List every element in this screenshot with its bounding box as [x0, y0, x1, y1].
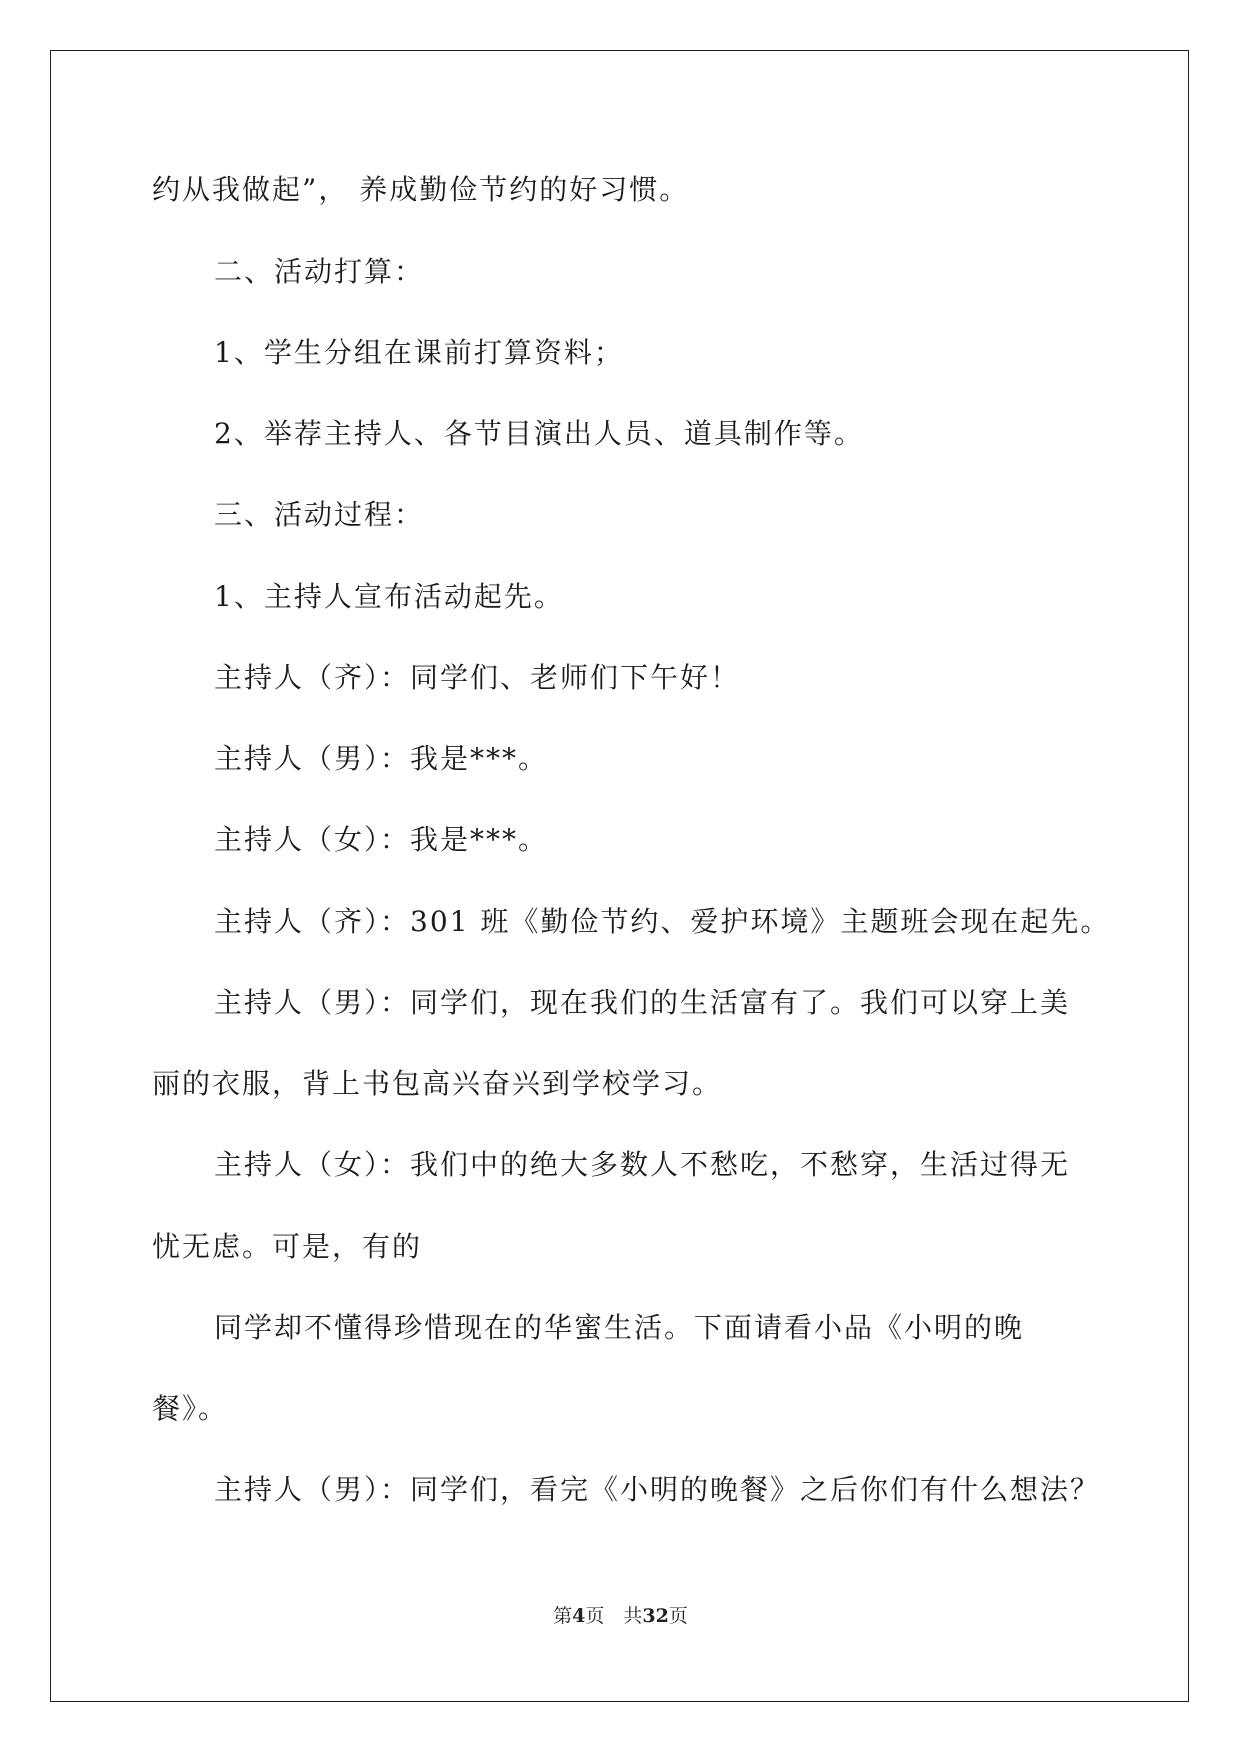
dialogue-line: 主持人（齐）：301 班《勤俭节约、爱护环境》主题班会现在起先。	[214, 905, 1111, 938]
section-heading: 三、活动过程：	[214, 498, 425, 531]
dialogue-line: 主持人（女）：我们中的绝大多数人不愁吃，不愁穿，生活过得无	[214, 1148, 1071, 1181]
total-pages: 32	[642, 1605, 669, 1627]
footer-suffix: 页	[668, 1605, 688, 1627]
list-item: 1、学生分组在课前打算资料；	[214, 336, 624, 369]
footer-prefix: 第	[553, 1605, 573, 1627]
body-line: 忧无虑。可是，有的	[152, 1230, 423, 1263]
body-line: 约从我做起”， 养成勤俭节约的好习惯。	[152, 173, 690, 206]
body-line: 丽的衣服，背上书包高兴奋兴到学校学习。	[152, 1067, 723, 1100]
page-border	[50, 50, 1189, 1702]
list-item: 1、主持人宣布活动起先。	[214, 580, 564, 613]
section-heading: 二、活动打算：	[214, 255, 425, 288]
dialogue-line: 主持人（男）：同学们，看完《小明的晚餐》之后你们有什么想法？	[214, 1473, 1101, 1506]
body-line: 餐》。	[152, 1392, 229, 1425]
dialogue-line: 主持人（女）：我是***。	[214, 823, 549, 856]
dialogue-line: 主持人（男）：同学们，现在我们的生活富有了。我们可以穿上美	[214, 986, 1071, 1019]
body-line: 同学却不懂得珍惜现在的华蜜生活。下面请看小品《小明的晚	[214, 1311, 1025, 1344]
page-footer	[0, 1604, 1241, 1628]
dialogue-line: 主持人（男）：我是***。	[214, 742, 549, 775]
list-item: 2、举荐主持人、各节目演出人员、道具制作等。	[214, 417, 864, 450]
dialogue-line: 主持人（齐）：同学们、老师们下午好！	[214, 661, 741, 694]
footer-middle: 页 共	[585, 1605, 643, 1627]
page-number: 4	[572, 1605, 586, 1627]
